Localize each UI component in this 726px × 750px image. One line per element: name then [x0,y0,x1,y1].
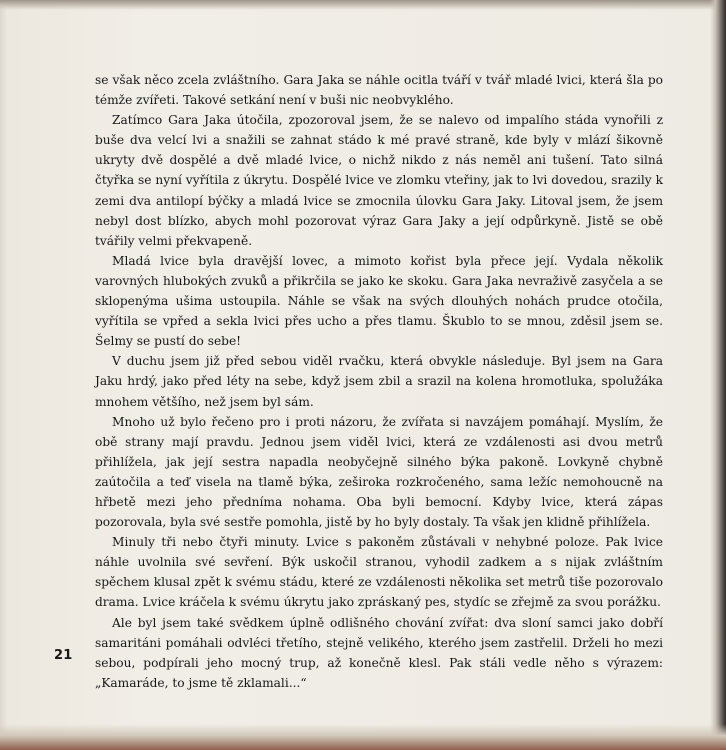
paragraph-7: Ale byl jsem také svědkem úplně odlišného chování zvířat: dva sloní samci jako dobří samaritáni pomáhali odvléci třetího, stejně velikého, kterého jsem zastřelil. Drželi ho mezi sebou, podpírali jeho mocný trup, až konečně klesl. Pak stáli vedle něho s výrazem: „Kamaráde, to jsme tě zklamali...“ [95,615,663,690]
paragraph-5: Mnoho už bylo řečeno pro i proti názoru, že zvířata si navzájem pomáhají. Myslím, že obě strany mají pravdu. Jednou jsem viděl lvici, která ze vzdálenosti asi dvou metrů přihlížela, jak její sestra napadla neobyčejně silného býka pakoně. Lovkyně chybně zaútočila a teď visela na tlamě býka, zeširoka rozkročeného, sama ležíc nemohoucně na hřbetě mezi jeho předníma nohama. Oba byli bemocní. Kdyby lvice, která zápas pozorovala, byla své sestře pomohla, jistě by ho byly dostaly. Ta však jen klidně přihlížela. [95,414,663,530]
paragraph-3: Mladá lvice byla dravější lovec, a mimoto kořist byla přece její. Vydala několik varovných hlubokých zvuků a přikrčila se jako ke skoku. Gara Jaka nevraživě zasyčela a se sklopenýma ušima ustoupila. Náhle se však na svých dlouhých nohách prudce otočila, vyřítila se vpřed a sekla lvici přes ucho a přes tlamu. Škublo to se mnou, zděsil jsem se. Šelmy se pustí do sebe! [95,253,663,349]
paragraph-1: se však něco zcela zvláštního. Gara Jaka se náhle ocitla tváří v tvář mladé lvici, která šla po témže zvířeti. Takové setkání není v buši nic neobvyklého. [95,73,663,108]
page-number: 21 [54,648,73,663]
paragraph-2: Zatímco Gara Jaka útočila, zpozoroval jsem, že se nalevo od impalího stáda vynořili z buše dva velcí lvi a snažili se zahnat stádo k mé pravé straně, kde byly v mlází šikovně ukryty dvě dospělé a dvě mladé lvice, o nichž nikdo z nás neměl ani tušení. Tato silná čtyřka se nyní vyřítila z úkrytu. Dospělé lvice ve zlomku vteřiny, jak to lvi dovedou, srazily k zemi dva antilopí býčky a mladá lvice se zmocnila úlovku Gara Jaky. Litoval jsem, že jsem nebyl dost blízko, abych mohl pozorovat výraz Gara Jaky a její odpůrkyně. Jistě se obě tvářily velmi překvapeně. [95,113,663,248]
paragraph-4: V duchu jsem již před sebou viděl rvačku, která obvykle následuje. Byl jsem na Gara Jaku hrdý, jako před léty na sebe, když jsem zbil a srazil na kolena hromotluka, spolužáka mnohem většího, než jsem byl sám. [95,354,663,409]
paragraph-6: Minuly tři nebo čtyři minuty. Lvice s pakoněm zůstávali v nehybné poloze. Pak lvice náhle uvolnila své sevření. Býk uskočil stranou, vyhodil zadkem a s nijak zvláštním spěchem klusal zpět k svému stádu, které ze vzdálenosti několika set metrů tiše pozorovalo drama. Lvice kráčela k svému úkrytu jako zpráskaný pes, stydíc se zřejmě za svou porážku. [95,535,663,610]
body-text [95,70,663,693]
